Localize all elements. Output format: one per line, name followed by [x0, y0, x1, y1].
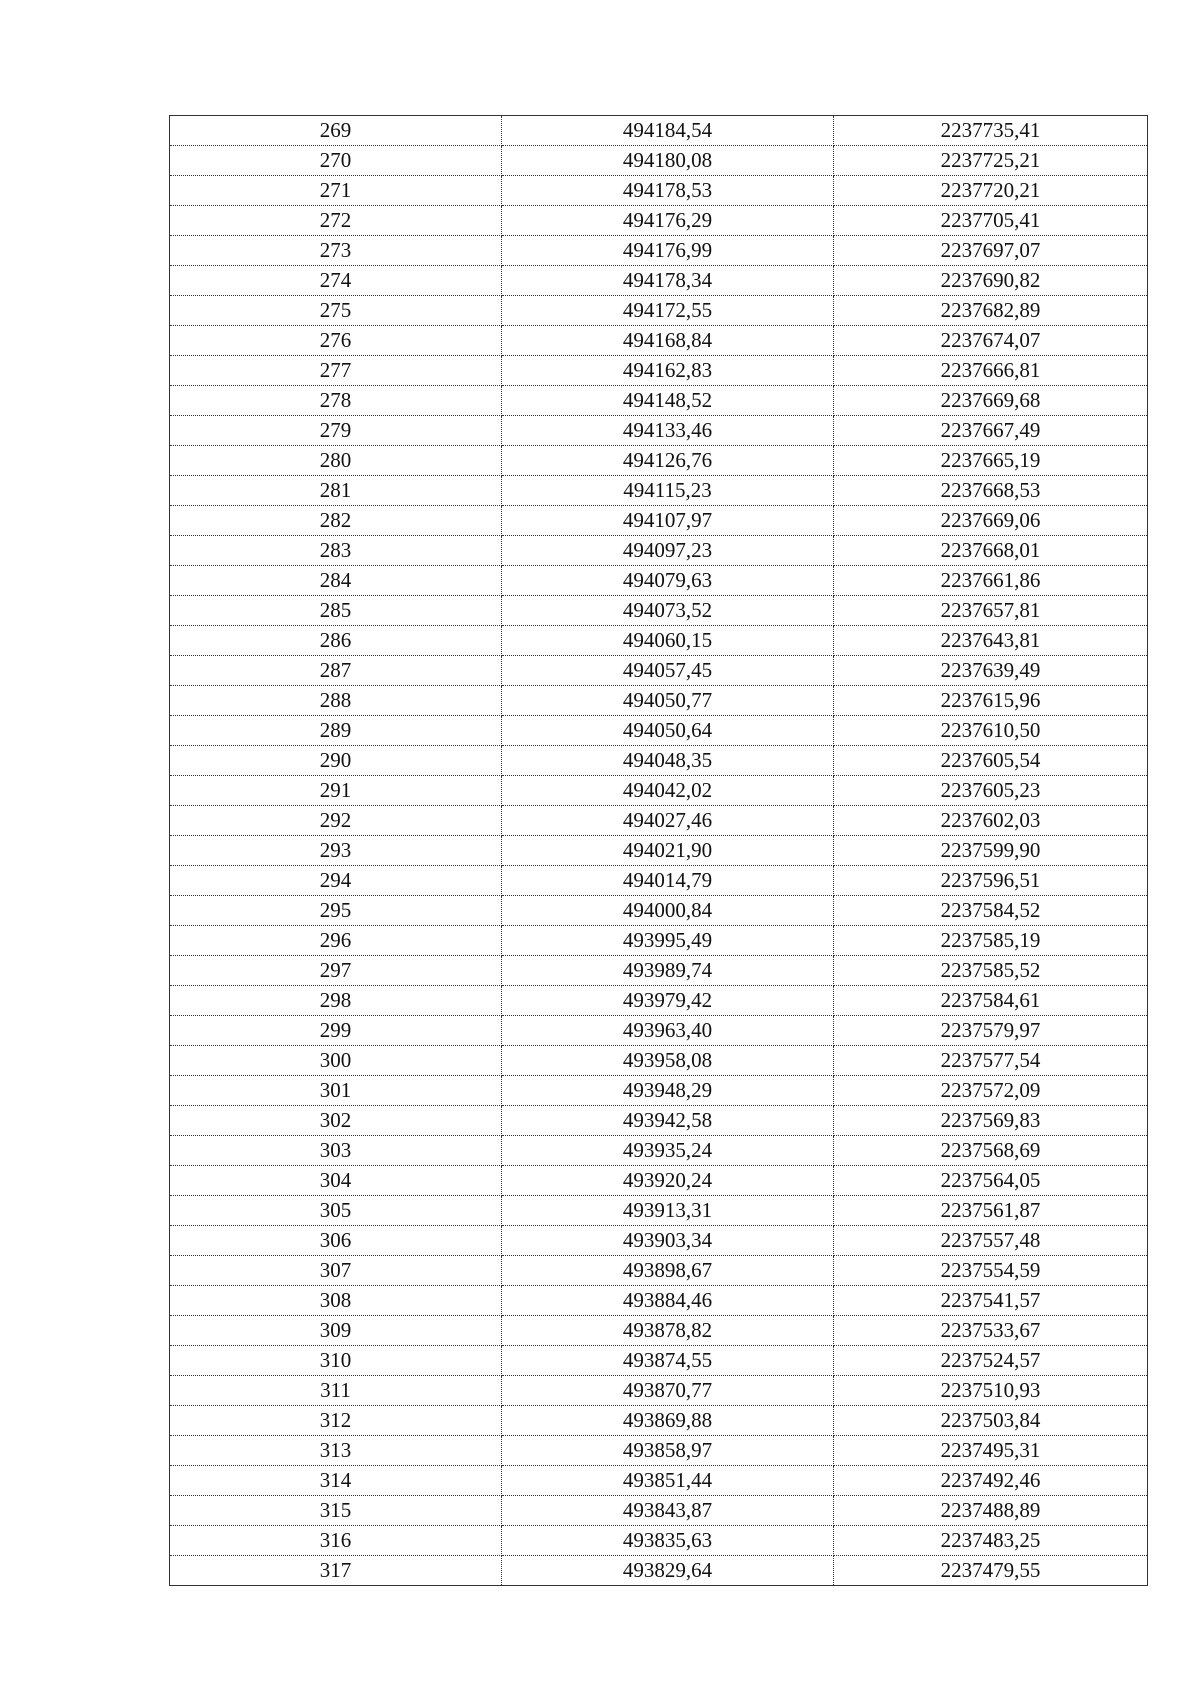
table-row: [170, 1436, 1148, 1466]
table-row: [170, 326, 1148, 356]
x-coordinate-cell: 493935,24: [502, 1136, 834, 1166]
table-row: [170, 476, 1148, 506]
point-number-cell: 287: [170, 656, 502, 686]
point-number-cell: 291: [170, 776, 502, 806]
y-coordinate-cell: 2237510,93: [834, 1376, 1148, 1406]
point-number-cell: 296: [170, 926, 502, 956]
x-coordinate-cell: 494057,45: [502, 656, 834, 686]
x-coordinate-cell: 493874,55: [502, 1346, 834, 1376]
x-coordinate-cell: 494060,15: [502, 626, 834, 656]
y-coordinate-cell: 2237569,83: [834, 1106, 1148, 1136]
table-row: [170, 446, 1148, 476]
table-row: [170, 656, 1148, 686]
x-coordinate-cell: 493903,34: [502, 1226, 834, 1256]
y-coordinate-cell: 2237564,05: [834, 1166, 1148, 1196]
point-number-cell: 280: [170, 446, 502, 476]
table-row: [170, 596, 1148, 626]
x-coordinate-cell: 494178,34: [502, 266, 834, 296]
point-number-cell: 315: [170, 1496, 502, 1526]
point-number-cell: 286: [170, 626, 502, 656]
table-row: [170, 896, 1148, 926]
x-coordinate-cell: 494021,90: [502, 836, 834, 866]
x-coordinate-cell: 494178,53: [502, 176, 834, 206]
table-row: [170, 506, 1148, 536]
table-row: [170, 1286, 1148, 1316]
table-row: [170, 686, 1148, 716]
table-row: [170, 1076, 1148, 1106]
x-coordinate-cell: 494014,79: [502, 866, 834, 896]
point-number-cell: 276: [170, 326, 502, 356]
y-coordinate-cell: 2237605,54: [834, 746, 1148, 776]
y-coordinate-cell: 2237674,07: [834, 326, 1148, 356]
point-number-cell: 309: [170, 1316, 502, 1346]
table-row: [170, 1406, 1148, 1436]
table-row: [170, 866, 1148, 896]
table-row: [170, 806, 1148, 836]
table-row: [170, 1496, 1148, 1526]
x-coordinate-cell: 494133,46: [502, 416, 834, 446]
point-number-cell: 306: [170, 1226, 502, 1256]
point-number-cell: 298: [170, 986, 502, 1016]
y-coordinate-cell: 2237665,19: [834, 446, 1148, 476]
y-coordinate-cell: 2237666,81: [834, 356, 1148, 386]
point-number-cell: 311: [170, 1376, 502, 1406]
y-coordinate-cell: 2237479,55: [834, 1556, 1148, 1586]
point-number-cell: 290: [170, 746, 502, 776]
x-coordinate-cell: 494168,84: [502, 326, 834, 356]
y-coordinate-cell: 2237668,53: [834, 476, 1148, 506]
y-coordinate-cell: 2237735,41: [834, 116, 1148, 146]
table-row: [170, 1376, 1148, 1406]
point-number-cell: 269: [170, 116, 502, 146]
table-row: [170, 836, 1148, 866]
point-number-cell: 304: [170, 1166, 502, 1196]
table-row: [170, 1226, 1148, 1256]
x-coordinate-cell: 494048,35: [502, 746, 834, 776]
table-row: [170, 1256, 1148, 1286]
x-coordinate-cell: 494176,99: [502, 236, 834, 266]
table-row: [170, 1016, 1148, 1046]
y-coordinate-cell: 2237610,50: [834, 716, 1148, 746]
y-coordinate-cell: 2237599,90: [834, 836, 1148, 866]
y-coordinate-cell: 2237682,89: [834, 296, 1148, 326]
point-number-cell: 278: [170, 386, 502, 416]
y-coordinate-cell: 2237639,49: [834, 656, 1148, 686]
x-coordinate-cell: 493963,40: [502, 1016, 834, 1046]
table-row: [170, 536, 1148, 566]
table-row: [170, 626, 1148, 656]
table-row: [170, 176, 1148, 206]
y-coordinate-cell: 2237577,54: [834, 1046, 1148, 1076]
y-coordinate-cell: 2237483,25: [834, 1526, 1148, 1556]
point-number-cell: 301: [170, 1076, 502, 1106]
point-number-cell: 294: [170, 866, 502, 896]
y-coordinate-cell: 2237596,51: [834, 866, 1148, 896]
table-row: [170, 116, 1148, 146]
x-coordinate-cell: 493948,29: [502, 1076, 834, 1106]
table-row: [170, 1136, 1148, 1166]
y-coordinate-cell: 2237561,87: [834, 1196, 1148, 1226]
point-number-cell: 274: [170, 266, 502, 296]
table-row: [170, 1556, 1148, 1586]
x-coordinate-cell: 493869,88: [502, 1406, 834, 1436]
y-coordinate-cell: 2237690,82: [834, 266, 1148, 296]
x-coordinate-cell: 493942,58: [502, 1106, 834, 1136]
point-number-cell: 289: [170, 716, 502, 746]
x-coordinate-cell: 494176,29: [502, 206, 834, 236]
table-row: [170, 1466, 1148, 1496]
table-row: [170, 746, 1148, 776]
table-row: [170, 926, 1148, 956]
table-row: [170, 1106, 1148, 1136]
point-number-cell: 307: [170, 1256, 502, 1286]
point-number-cell: 282: [170, 506, 502, 536]
point-number-cell: 273: [170, 236, 502, 266]
y-coordinate-cell: 2237495,31: [834, 1436, 1148, 1466]
y-coordinate-cell: 2237533,67: [834, 1316, 1148, 1346]
table-row: [170, 1196, 1148, 1226]
y-coordinate-cell: 2237643,81: [834, 626, 1148, 656]
point-number-cell: 292: [170, 806, 502, 836]
x-coordinate-cell: 494184,54: [502, 116, 834, 146]
y-coordinate-cell: 2237720,21: [834, 176, 1148, 206]
x-coordinate-cell: 494079,63: [502, 566, 834, 596]
x-coordinate-cell: 494162,83: [502, 356, 834, 386]
table-row: [170, 266, 1148, 296]
x-coordinate-cell: 493913,31: [502, 1196, 834, 1226]
x-coordinate-cell: 494126,76: [502, 446, 834, 476]
x-coordinate-cell: 493920,24: [502, 1166, 834, 1196]
y-coordinate-cell: 2237725,21: [834, 146, 1148, 176]
point-number-cell: 297: [170, 956, 502, 986]
x-coordinate-cell: 494115,23: [502, 476, 834, 506]
x-coordinate-cell: 494050,64: [502, 716, 834, 746]
y-coordinate-cell: 2237554,59: [834, 1256, 1148, 1286]
y-coordinate-cell: 2237602,03: [834, 806, 1148, 836]
point-number-cell: 275: [170, 296, 502, 326]
y-coordinate-cell: 2237605,23: [834, 776, 1148, 806]
table-row: [170, 386, 1148, 416]
x-coordinate-cell: 493898,67: [502, 1256, 834, 1286]
x-coordinate-cell: 494097,23: [502, 536, 834, 566]
coordinates-table-body: [170, 116, 1148, 1586]
x-coordinate-cell: 493835,63: [502, 1526, 834, 1556]
table-row: [170, 956, 1148, 986]
point-number-cell: 270: [170, 146, 502, 176]
point-number-cell: 308: [170, 1286, 502, 1316]
y-coordinate-cell: 2237697,07: [834, 236, 1148, 266]
x-coordinate-cell: 493843,87: [502, 1496, 834, 1526]
y-coordinate-cell: 2237585,52: [834, 956, 1148, 986]
x-coordinate-cell: 494148,52: [502, 386, 834, 416]
x-coordinate-cell: 493979,42: [502, 986, 834, 1016]
point-number-cell: 312: [170, 1406, 502, 1436]
point-number-cell: 303: [170, 1136, 502, 1166]
x-coordinate-cell: 493858,97: [502, 1436, 834, 1466]
y-coordinate-cell: 2237584,52: [834, 896, 1148, 926]
y-coordinate-cell: 2237488,89: [834, 1496, 1148, 1526]
point-number-cell: 299: [170, 1016, 502, 1046]
table-row: [170, 416, 1148, 446]
point-number-cell: 293: [170, 836, 502, 866]
point-number-cell: 281: [170, 476, 502, 506]
point-number-cell: 310: [170, 1346, 502, 1376]
x-coordinate-cell: 494073,52: [502, 596, 834, 626]
point-number-cell: 302: [170, 1106, 502, 1136]
point-number-cell: 283: [170, 536, 502, 566]
x-coordinate-cell: 493884,46: [502, 1286, 834, 1316]
point-number-cell: 314: [170, 1466, 502, 1496]
x-coordinate-cell: 494180,08: [502, 146, 834, 176]
x-coordinate-cell: 493870,77: [502, 1376, 834, 1406]
point-number-cell: 272: [170, 206, 502, 236]
y-coordinate-cell: 2237584,61: [834, 986, 1148, 1016]
point-number-cell: 271: [170, 176, 502, 206]
y-coordinate-cell: 2237557,48: [834, 1226, 1148, 1256]
table-row: [170, 716, 1148, 746]
point-number-cell: 288: [170, 686, 502, 716]
table-row: [170, 356, 1148, 386]
point-number-cell: 316: [170, 1526, 502, 1556]
table-row: [170, 776, 1148, 806]
y-coordinate-cell: 2237705,41: [834, 206, 1148, 236]
y-coordinate-cell: 2237524,57: [834, 1346, 1148, 1376]
y-coordinate-cell: 2237668,01: [834, 536, 1148, 566]
point-number-cell: 277: [170, 356, 502, 386]
table-row: [170, 1526, 1148, 1556]
table-row: [170, 236, 1148, 266]
x-coordinate-cell: 494000,84: [502, 896, 834, 926]
y-coordinate-cell: 2237503,84: [834, 1406, 1148, 1436]
point-number-cell: 285: [170, 596, 502, 626]
x-coordinate-cell: 494172,55: [502, 296, 834, 326]
x-coordinate-cell: 493851,44: [502, 1466, 834, 1496]
y-coordinate-cell: 2237585,19: [834, 926, 1148, 956]
y-coordinate-cell: 2237615,96: [834, 686, 1148, 716]
table-row: [170, 1046, 1148, 1076]
point-number-cell: 300: [170, 1046, 502, 1076]
table-row: [170, 566, 1148, 596]
x-coordinate-cell: 494050,77: [502, 686, 834, 716]
point-number-cell: 313: [170, 1436, 502, 1466]
y-coordinate-cell: 2237667,49: [834, 416, 1148, 446]
coordinates-table: [169, 115, 1148, 1586]
y-coordinate-cell: 2237669,06: [834, 506, 1148, 536]
x-coordinate-cell: 493989,74: [502, 956, 834, 986]
table-row: [170, 296, 1148, 326]
x-coordinate-cell: 494027,46: [502, 806, 834, 836]
table-row: [170, 1166, 1148, 1196]
point-number-cell: 317: [170, 1556, 502, 1586]
x-coordinate-cell: 494042,02: [502, 776, 834, 806]
y-coordinate-cell: 2237661,86: [834, 566, 1148, 596]
table-row: [170, 1346, 1148, 1376]
table-row: [170, 206, 1148, 236]
x-coordinate-cell: 493829,64: [502, 1556, 834, 1586]
y-coordinate-cell: 2237492,46: [834, 1466, 1148, 1496]
y-coordinate-cell: 2237568,69: [834, 1136, 1148, 1166]
point-number-cell: 284: [170, 566, 502, 596]
table-row: [170, 146, 1148, 176]
y-coordinate-cell: 2237572,09: [834, 1076, 1148, 1106]
y-coordinate-cell: 2237669,68: [834, 386, 1148, 416]
x-coordinate-cell: 493995,49: [502, 926, 834, 956]
x-coordinate-cell: 494107,97: [502, 506, 834, 536]
point-number-cell: 305: [170, 1196, 502, 1226]
table-row: [170, 1316, 1148, 1346]
table-row: [170, 986, 1148, 1016]
x-coordinate-cell: 493958,08: [502, 1046, 834, 1076]
y-coordinate-cell: 2237657,81: [834, 596, 1148, 626]
y-coordinate-cell: 2237579,97: [834, 1016, 1148, 1046]
y-coordinate-cell: 2237541,57: [834, 1286, 1148, 1316]
point-number-cell: 279: [170, 416, 502, 446]
point-number-cell: 295: [170, 896, 502, 926]
x-coordinate-cell: 493878,82: [502, 1316, 834, 1346]
